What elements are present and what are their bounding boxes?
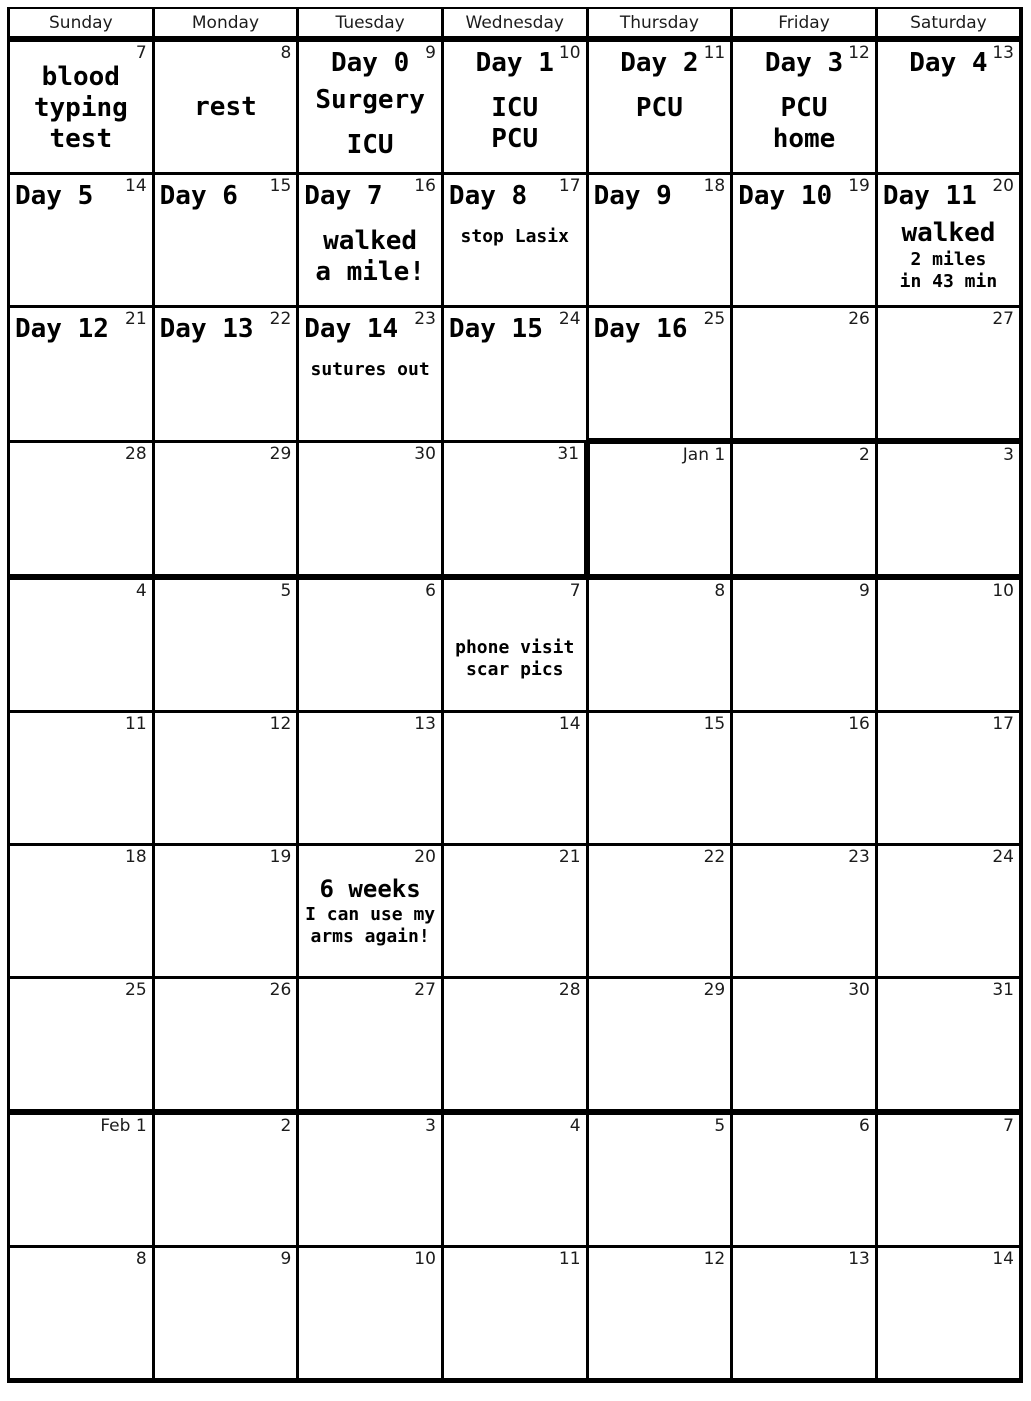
day-cell <box>298 441 443 577</box>
day-cell-content <box>878 444 1019 574</box>
day-cell <box>732 845 877 978</box>
note-line: ICU <box>346 130 394 160</box>
day-cell <box>587 577 732 712</box>
day-cell <box>442 845 587 978</box>
day-number: 2 <box>280 1116 292 1136</box>
day-number: 24 <box>558 309 581 329</box>
day-number: 8 <box>280 43 292 63</box>
day-cell <box>298 577 443 712</box>
note-line: blood <box>41 62 120 92</box>
day-cell <box>9 845 154 978</box>
spacer <box>444 609 586 637</box>
day-cell-content <box>299 1115 441 1245</box>
day-number: 12 <box>848 43 870 63</box>
weekday-header: Wednesday <box>442 8 587 39</box>
week-feb-8-14 <box>9 1247 1022 1381</box>
day-cell <box>876 845 1021 978</box>
day-cell <box>442 39 587 174</box>
day-number: 9 <box>859 581 870 601</box>
spacer <box>733 79 875 93</box>
weekday-header: Sunday <box>9 8 154 39</box>
week-dec-28-jan-3 <box>9 441 1022 577</box>
day-cell <box>587 307 732 442</box>
day-title: Day 14 <box>304 314 399 344</box>
day-cell <box>442 1112 587 1247</box>
day-title: Day 11 <box>882 181 977 211</box>
day-number: 20 <box>414 847 436 867</box>
day-cell <box>9 712 154 845</box>
day-cell <box>9 577 154 712</box>
day-cell <box>876 307 1021 442</box>
day-number: 4 <box>569 1116 581 1136</box>
week-jan-11-17 <box>9 712 1022 845</box>
day-number: 23 <box>414 309 436 329</box>
day-cell <box>587 39 732 174</box>
day-number: 14 <box>558 714 581 734</box>
week-jan-18-24 <box>9 845 1022 978</box>
note-line: home <box>772 124 836 154</box>
day-number: 3 <box>1003 445 1014 465</box>
day-number: 9 <box>280 1249 292 1269</box>
note-line: arms again! <box>310 926 430 947</box>
day-number: 29 <box>703 980 726 1000</box>
day-title: Day 16 <box>593 314 688 344</box>
day-number: 26 <box>269 980 292 1000</box>
day-cell <box>442 174 587 307</box>
day-number: 12 <box>269 714 292 734</box>
day-cell-content <box>733 444 875 574</box>
day-cell <box>732 1112 877 1247</box>
week-dec-7-13 <box>9 39 1022 174</box>
day-title: Day 9 <box>593 181 672 211</box>
day-number: 25 <box>703 309 726 329</box>
note-line: Day 0 <box>330 48 410 78</box>
day-cell <box>9 978 154 1113</box>
day-cell-content <box>733 580 875 710</box>
recovery-calendar <box>7 7 1023 1383</box>
day-number: 19 <box>848 176 870 196</box>
day-number: 16 <box>414 176 436 196</box>
day-number: 9 <box>425 43 436 63</box>
day-cell <box>732 39 877 174</box>
day-cell <box>587 1112 732 1247</box>
weekday-header-row <box>9 8 1022 39</box>
day-number: 16 <box>848 714 870 734</box>
day-cell-content <box>10 580 152 710</box>
day-number: 11 <box>125 714 147 734</box>
day-number: 26 <box>848 309 870 329</box>
day-cell <box>442 978 587 1113</box>
day-number: 31 <box>992 980 1014 1000</box>
day-cell <box>732 174 877 307</box>
note-line: Day 1 <box>475 48 554 78</box>
note-line: test <box>49 124 113 154</box>
note-line: walked <box>901 218 996 248</box>
day-cell <box>153 845 298 978</box>
spacer <box>299 345 441 359</box>
note-line: rest <box>194 91 257 122</box>
note-line: Day 2 <box>620 48 699 78</box>
day-number: 21 <box>125 309 147 329</box>
day-title: Day 5 <box>15 181 94 211</box>
day-cell <box>298 845 443 978</box>
day-cell <box>587 174 732 307</box>
day-number: 14 <box>125 176 147 196</box>
day-number: 10 <box>992 581 1014 601</box>
day-cell <box>153 1247 298 1381</box>
spacer <box>589 79 731 93</box>
day-cell <box>587 441 732 577</box>
day-cell <box>298 712 443 845</box>
day-cell <box>153 712 298 845</box>
day-number: 5 <box>714 1116 726 1136</box>
day-number: 15 <box>703 714 726 734</box>
day-number: 22 <box>703 847 726 867</box>
day-number: 24 <box>992 847 1014 867</box>
day-cell-content <box>155 1248 297 1378</box>
day-cell <box>876 712 1021 845</box>
day-number: 18 <box>125 847 147 867</box>
note-line: a mile! <box>315 257 425 287</box>
spacer <box>299 212 441 226</box>
day-cell <box>876 1112 1021 1247</box>
day-cell-content <box>878 1115 1019 1245</box>
day-cell <box>732 1247 877 1381</box>
day-cell <box>587 712 732 845</box>
day-cell-content <box>733 1115 875 1245</box>
day-cell <box>587 845 732 978</box>
spacer <box>299 116 441 130</box>
note-line: sutures out <box>310 359 430 380</box>
day-title: Day 12 <box>15 314 109 344</box>
day-number: Feb 1 <box>100 1116 147 1136</box>
day-number: 7 <box>135 43 147 63</box>
day-cell <box>9 174 154 307</box>
day-number: 25 <box>125 980 147 1000</box>
note-line: PCU <box>491 124 539 154</box>
day-number: 17 <box>992 714 1014 734</box>
day-cell <box>732 577 877 712</box>
day-title: Day 15 <box>448 314 543 344</box>
day-number: 27 <box>992 309 1014 329</box>
day-cell <box>153 978 298 1113</box>
day-cell-content <box>10 1248 152 1378</box>
day-cell <box>732 307 877 442</box>
day-cell <box>876 978 1021 1113</box>
note-line: in 43 min <box>899 271 998 292</box>
day-number: 10 <box>558 43 581 63</box>
day-cell <box>587 978 732 1113</box>
note-line: 6 weeks <box>319 875 421 903</box>
day-cell-content <box>155 580 297 710</box>
day-cell <box>298 174 443 307</box>
day-number: 6 <box>859 1116 870 1136</box>
day-cell <box>876 39 1021 174</box>
weekday-header: Friday <box>732 8 877 39</box>
note-line: Day 3 <box>764 48 844 78</box>
note-line: ICU <box>491 93 539 123</box>
weekday-header: Tuesday <box>298 8 443 39</box>
day-number: 12 <box>703 1249 726 1269</box>
day-cell <box>442 307 587 442</box>
day-title: Day 7 <box>304 181 383 211</box>
note-line: 2 miles <box>910 249 987 270</box>
day-cell <box>876 1247 1021 1381</box>
day-cell-content <box>155 42 297 172</box>
day-title: Day 13 <box>159 314 254 344</box>
day-cell <box>298 1112 443 1247</box>
day-cell <box>153 441 298 577</box>
day-cell <box>442 712 587 845</box>
note-line: phone visit <box>455 637 575 658</box>
note-line: Surgery <box>315 85 425 115</box>
day-cell <box>298 1247 443 1381</box>
day-cell <box>732 978 877 1113</box>
day-cell <box>442 441 587 577</box>
day-cell <box>9 307 154 442</box>
day-cell <box>732 712 877 845</box>
day-cell <box>9 1247 154 1381</box>
day-number: 2 <box>859 445 870 465</box>
day-cell-content <box>10 42 152 172</box>
day-number: 23 <box>848 847 870 867</box>
calendar-header <box>9 8 1022 39</box>
day-number: 7 <box>569 581 581 601</box>
day-number: 27 <box>414 980 436 1000</box>
note-line: PCU <box>635 93 683 123</box>
day-cell <box>298 307 443 442</box>
day-number: 17 <box>558 176 581 196</box>
day-cell <box>732 441 877 577</box>
day-cell <box>298 978 443 1113</box>
day-number: 7 <box>1003 1116 1014 1136</box>
day-cell <box>876 174 1021 307</box>
day-number: 11 <box>703 43 726 63</box>
day-cell <box>153 1112 298 1247</box>
spacer <box>444 79 586 93</box>
day-number: 30 <box>414 443 436 464</box>
day-cell <box>153 39 298 174</box>
day-number: 3 <box>425 1116 436 1136</box>
week-dec-14-20 <box>9 174 1022 307</box>
day-number: 19 <box>269 847 292 867</box>
spacer <box>10 48 152 62</box>
day-title: Day 6 <box>159 181 238 211</box>
day-number: 30 <box>848 980 870 1000</box>
note-line: I can use my <box>305 904 436 925</box>
day-cell <box>298 39 443 174</box>
day-cell <box>587 1247 732 1381</box>
day-number: 18 <box>703 176 726 196</box>
day-cell <box>876 577 1021 712</box>
day-number: 29 <box>269 443 292 464</box>
day-number: 31 <box>557 443 580 464</box>
week-dec-21-27 <box>9 307 1022 442</box>
spacer <box>444 212 586 226</box>
week-feb-1-7 <box>9 1112 1022 1247</box>
note-line: walked <box>323 226 418 256</box>
day-number: 13 <box>992 43 1014 63</box>
note-line: stop Lasix <box>460 226 569 247</box>
day-number: 28 <box>558 980 581 1000</box>
day-cell <box>876 441 1021 577</box>
day-number: 5 <box>280 581 292 601</box>
day-cell <box>9 441 154 577</box>
day-cell-content <box>155 1115 297 1245</box>
day-cell <box>442 577 587 712</box>
week-jan-25-31 <box>9 978 1022 1113</box>
day-title: Day 8 <box>448 181 528 211</box>
day-number: 8 <box>135 1249 147 1269</box>
weekday-header: Saturday <box>876 8 1021 39</box>
day-cell-content <box>589 1115 731 1245</box>
day-number: 22 <box>269 309 292 329</box>
day-cell-content <box>589 580 731 710</box>
calendar-body <box>9 39 1022 1381</box>
day-title: Day 10 <box>738 181 833 211</box>
day-cell-content <box>444 580 586 710</box>
week-jan-4-10 <box>9 577 1022 712</box>
day-number: 10 <box>414 1249 436 1269</box>
day-number: 11 <box>558 1249 581 1269</box>
day-cell <box>153 577 298 712</box>
day-cell-content <box>299 580 441 710</box>
day-number: 13 <box>848 1249 870 1269</box>
day-cell <box>442 1247 587 1381</box>
day-number: Jan 1 <box>682 445 726 465</box>
day-cell <box>9 1112 154 1247</box>
day-cell <box>9 39 154 174</box>
weekday-header: Monday <box>153 8 298 39</box>
day-cell-content <box>444 1115 586 1245</box>
day-number: 13 <box>414 714 436 734</box>
day-number: 15 <box>269 176 292 196</box>
day-number: 8 <box>714 581 726 601</box>
day-number: 20 <box>992 176 1014 196</box>
day-number: 14 <box>992 1249 1014 1269</box>
note-line: Day 4 <box>909 48 988 78</box>
note-line: scar pics <box>465 659 564 680</box>
day-cell <box>153 174 298 307</box>
weekday-header: Thursday <box>587 8 732 39</box>
day-number: 6 <box>425 581 436 601</box>
day-number: 4 <box>135 581 147 601</box>
day-cell-content <box>299 42 441 172</box>
day-number: 28 <box>125 443 147 464</box>
day-cell <box>153 307 298 442</box>
day-number: 21 <box>558 847 581 867</box>
note-line: PCU <box>780 93 828 123</box>
note-line: typing <box>33 93 128 123</box>
